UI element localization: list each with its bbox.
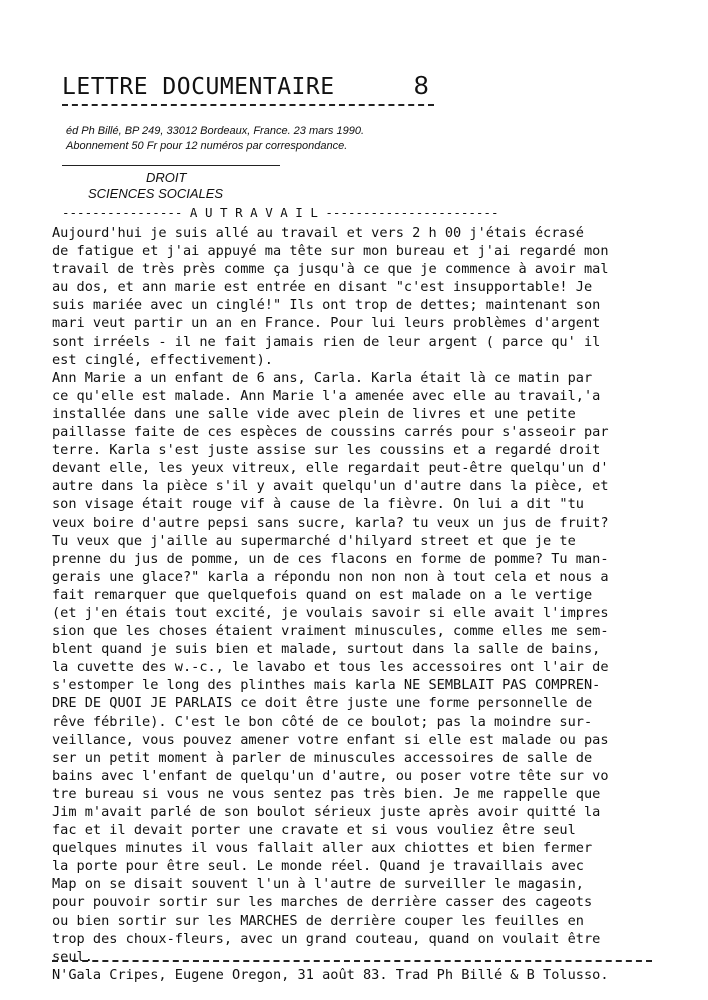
article-body (52, 224, 652, 984)
article-line: la porte pour être seul. Le monde réel. Quand je travaillais avec (52, 858, 584, 875)
article-line: gerais une glace?" karla a répondu non non non à tout cela et nous a (52, 568, 609, 585)
article-line: (et j'en étais tout excité, je voulais savoir si elle avait l'impres (52, 604, 609, 621)
article-line: devant elle, les yeux vitreux, elle regardait peut-être quelqu'un d' (52, 460, 609, 477)
article-line: au dos, et ann marie est entrée en disant "c'est insupportable! Je (52, 279, 593, 296)
masthead (62, 70, 482, 104)
article-line: sont irréels - il ne fait jamais rien de leur argent ( parce qu' il (52, 333, 601, 350)
article-line: travail de très près comme ça jusqu'à ce que je commence à avoir mal (52, 261, 609, 278)
article-line: ser un petit moment à parler de minuscules accessoires de salle de (52, 749, 593, 766)
article-line: terre. Karla s'est juste assise sur les coussins et a regardé droit (52, 442, 601, 459)
article-line: Jim m'avait parlé de son boulot sérieux juste après avoir quitté la (52, 804, 601, 820)
article-line: suis mariée avec un cinglé!" Ils ont trop de dettes; maintenant son (52, 297, 601, 314)
bottom-dashed-rule (52, 960, 652, 962)
issue-number: 8 (414, 70, 429, 100)
article-line: de fatigue et j'ai appuyé ma tête sur mon bureau et j'ai regardé mon (52, 243, 609, 260)
article-line: veux boire d'autre pepsi sans sucre, karla? tu veux un jus de fruit? (52, 514, 609, 531)
masthead-dashed-rule (62, 104, 434, 106)
article-line: veillance, vous pouvez amener votre enfant si elle est malade ou pas (52, 731, 609, 748)
article-line: seul. (52, 948, 93, 965)
article-line: autre dans la pièce s'il y avait quelqu'un d'autre dans la pièce, et (52, 478, 609, 495)
article-line: DRE DE QUOI JE PARLAIS ce doit être juste une forme personnelle de (52, 695, 593, 712)
section-rule (62, 165, 280, 166)
article-line: la cuvette des w.-c., le lavabo et tous les accessoires ont l'air de (52, 659, 609, 676)
article-line: paillasse faite de ces espèces de coussins carrés pour s'asseoir par (52, 424, 609, 441)
article-line: tre bureau si vous ne vous sentez pas très bien. Je me rappelle que (52, 785, 601, 802)
article-line: quelques minutes il vous fallait aller aux chiottes et bien fermer (52, 840, 593, 857)
article-line: pour pouvoir sortir sur les marches de derrière casser des cageots (52, 894, 593, 911)
article-line: Aujourd'hui je suis allé au travail et vers 2 h 00 j'étais écrasé (52, 225, 584, 241)
article-line: son visage était rouge vif à cause de la fièvre. On lui a dit "tu (52, 496, 584, 513)
publication-info (66, 124, 364, 154)
article-line: s'estomper le long des plinthes mais karla NE SEMBLAIT PAS COMPREN- (52, 677, 601, 694)
article-line: prenne du jus de pomme, un de ces flacons en forme de pomme? Tu man- (52, 550, 609, 567)
article-line: fait remarquer que quelquefois quand on est malade on a le vertige (52, 586, 593, 603)
publisher-line: éd Ph Billé, BP 249, 33012 Bordeaux, France. 23 mars 1990. (66, 125, 364, 137)
article-line: N'Gala Cripes, Eugene Oregon, 31 août 83. Trad Ph Billé & B Tolusso. (52, 966, 609, 983)
article-line: sion que les choses étaient vraiment minuscules, comme elles me sem- (52, 623, 609, 640)
article-line: Tu veux que j'aille au supermarché d'hilyard street et que je te (52, 532, 576, 549)
article-line: ou bien sortir sur les MARCHES de derrière couper les feuilles en (52, 912, 584, 929)
section-label-line1: DROIT (146, 170, 187, 185)
subscription-line: Abonnement 50 Fr pour 12 numéros par correspondance. (66, 140, 348, 152)
article-line: est cinglé, effectivement). (52, 351, 273, 368)
section-label-line2: SCIENCES SOCIALES (88, 186, 224, 201)
masthead-title: LETTRE DOCUMENTAIRE (62, 74, 335, 100)
article-line: trop des choux-fleurs, avec un grand couteau, quand on voulait être (52, 930, 601, 947)
article-line: ce qu'elle est malade. Ann Marie l'a amenée avec elle au travail,'a (52, 387, 601, 404)
article-line: rêve fébrile). C'est le bon côté de ce boulot; pas la moindre sur- (52, 713, 593, 730)
article-line: installée dans une salle vide avec plein de livres et une petite (52, 405, 576, 422)
article-line: Map on se disait souvent l'un à l'autre de surveiller le magasin, (52, 876, 584, 893)
article-line: fac et il devait porter une cravate et si vous vouliez être seul (52, 822, 576, 839)
article-heading: ---------------- A U T R A V A I L ----------------------- (62, 205, 499, 220)
article-line: mari veut partir un an en France. Pour lui leurs problèmes d'argent (52, 315, 601, 332)
section-label (88, 170, 223, 202)
article-line: blent quand je suis bien et malade, surtout dans la salle de bains, (52, 641, 601, 658)
article-line: Ann Marie a un enfant de 6 ans, Carla. Karla était là ce matin par (52, 369, 593, 386)
article-line: bains avec l'enfant de quelqu'un d'autre, ou poser votre tête sur vo (52, 767, 609, 784)
